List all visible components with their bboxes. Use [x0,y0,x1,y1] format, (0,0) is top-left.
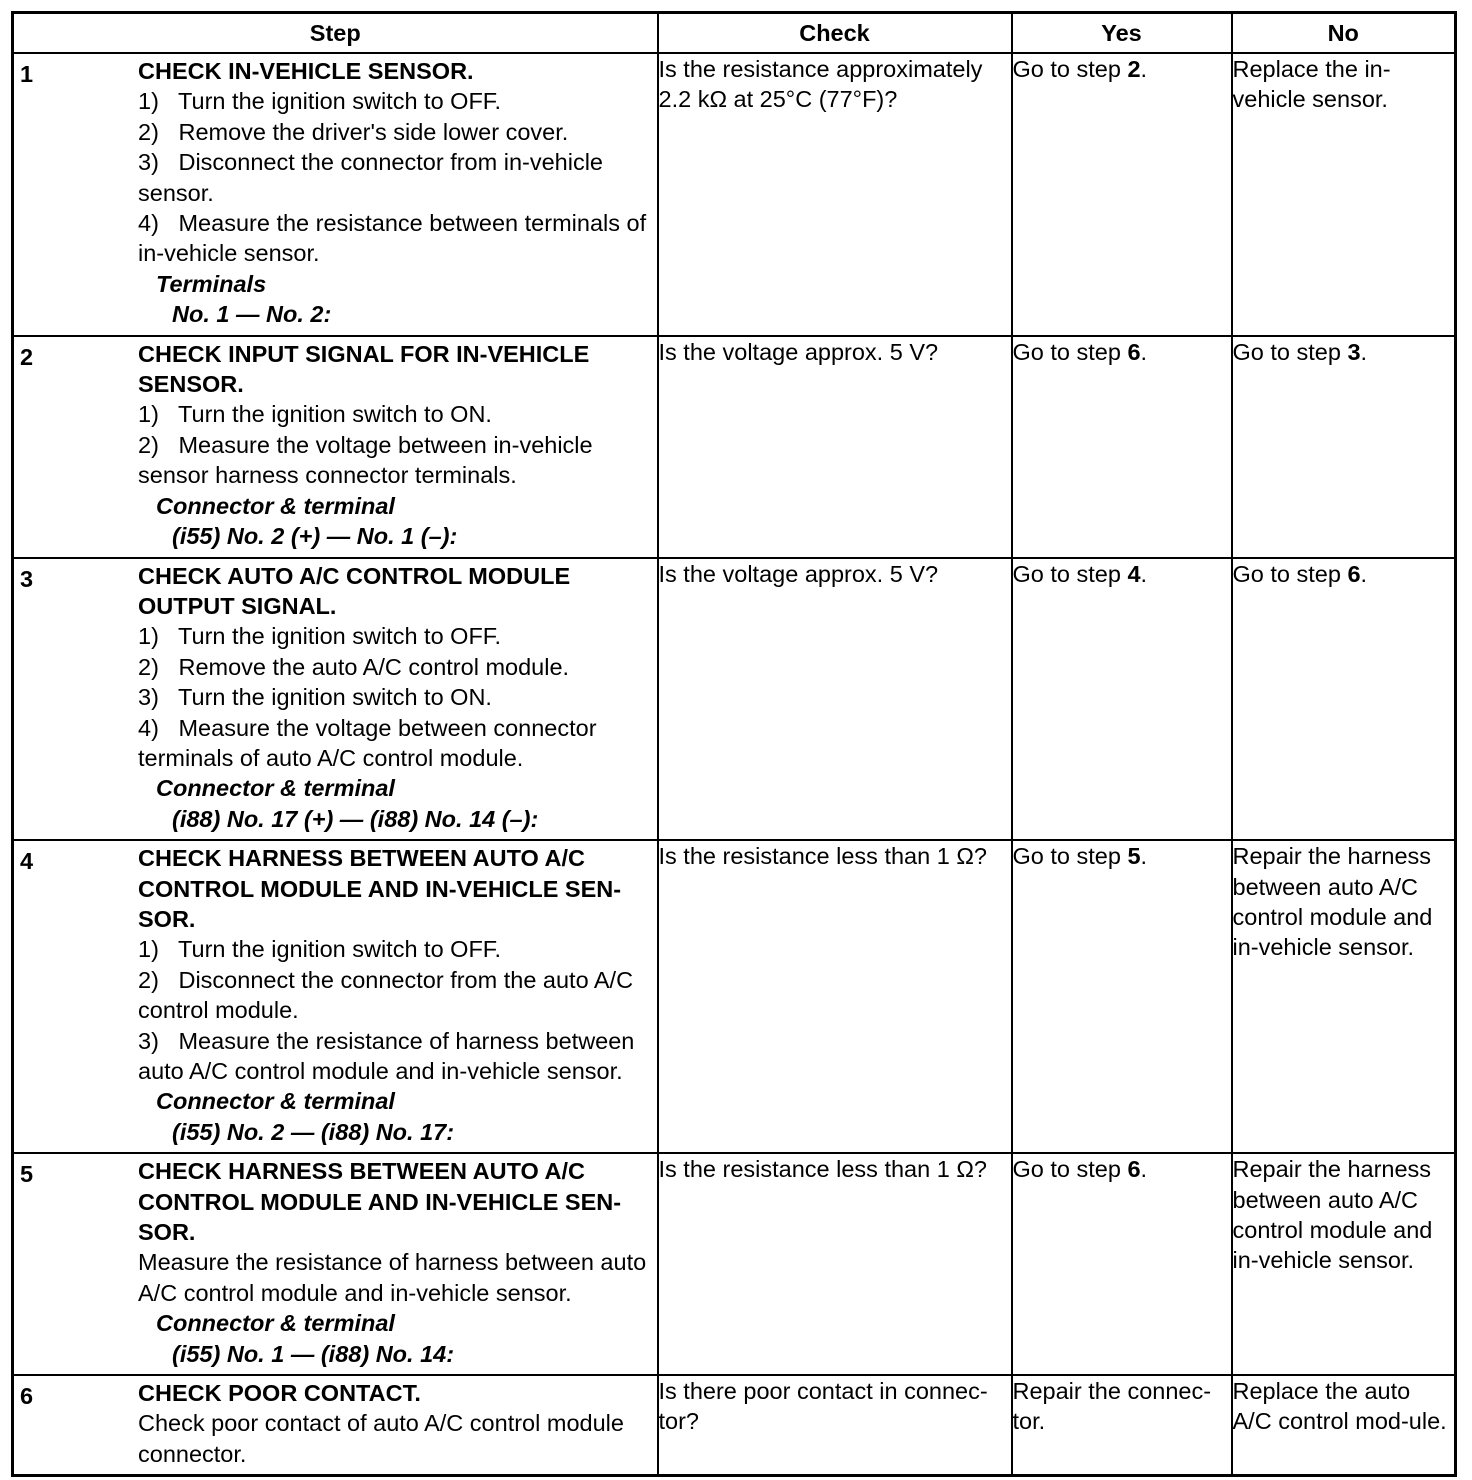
step-instruction: 4) Measure the resistance between terminals of in-vehicle sensor. [138,210,647,267]
yes-text: Repair the connec-tor. [1012,1378,1212,1435]
header-step: Step [13,13,658,54]
step-cell [13,1153,658,1375]
step-instruction: 4) Measure the voltage between connector terminals of auto A/C control module. [138,714,597,771]
yes-text-end: . [1140,560,1148,587]
table-row [13,336,1456,558]
step-cell [13,840,658,1153]
yes-cell [1012,558,1232,841]
step-title: CHECK POOR CONTACT. [138,1380,421,1407]
step-instruction: 3) Turn the ignition switch to ON. [138,684,492,711]
step-instruction: 2) Disconnect the connector from the auto A/C control module. [138,966,634,1024]
step-instruction: 2) Remove the auto A/C control module. [138,653,570,680]
table-row [13,840,1456,1153]
no-text-end: . [1360,338,1368,365]
step-instruction: 1) Turn the ignition switch to OFF. [138,936,502,963]
no-text: Go to step [1232,338,1348,365]
check-cell: Is the voltage approx. 5 V? [658,558,1012,841]
step-cell [13,558,658,841]
step-cell [13,336,658,558]
yes-cell [1012,1375,1232,1476]
spec-value: (i55) No. 2 (+) — No. 1 (–): [172,523,458,550]
table-row [13,1153,1456,1375]
yes-step-number: 4 [1127,560,1141,587]
step-instruction: 1) Turn the ignition switch to ON. [138,401,492,428]
step-number: 4 [20,848,34,875]
yes-text: Go to step [1012,56,1128,82]
step-instruction: Measure the resistance of harness between auto A/C control module and in-vehicle sensor. [138,1249,647,1306]
spec-value: (i55) No. 2 — (i88) No. 17: [172,1118,455,1145]
no-cell [1232,336,1456,558]
yes-cell [1012,53,1232,336]
step-title: CHECK IN-VEHICLE SENSOR. [138,58,474,84]
spec-heading: Connector & terminal [156,492,395,519]
spec-heading: Connector & terminal [156,775,395,802]
no-cell [1232,53,1456,336]
step-instruction: 3) Disconnect the connector from in-vehicle sensor. [138,149,603,206]
check-cell: Is there poor contact in connec-tor? [658,1375,1012,1476]
yes-text-end: . [1140,338,1148,365]
step-number: 2 [20,343,34,370]
step-number: 5 [20,1161,34,1188]
step-instruction: 1) Turn the ignition switch to OFF. [138,88,502,115]
no-text: Go to step [1232,560,1348,587]
spec-value: No. 1 — No. 2: [172,301,332,328]
no-text: Replace the auto A/C control mod-ule. [1232,1378,1447,1435]
step-title: CHECK HARNESS BETWEEN AUTO A/C CONTROL MODULE AND IN-VEHICLE SEN-SOR. [138,845,622,932]
header-check: Check [658,13,1012,54]
yes-text: Go to step [1012,338,1128,365]
no-cell [1232,1153,1456,1375]
check-cell: Is the resistance approximately 2.2 kΩ at 25°C (77°F)? [658,53,1012,336]
table-row [13,1375,1456,1476]
step-instruction: 2) Measure the voltage between in-vehicle sensor harness connector terminals. [138,431,593,489]
check-cell: Is the voltage approx. 5 V? [658,336,1012,558]
diagnostic-table [11,11,1457,1477]
no-text: Repair the harness between auto A/C control module and in-vehicle sensor. [1232,843,1433,961]
spec-heading: Connector & terminal [156,1310,395,1337]
no-cell [1232,558,1456,841]
yes-step-number: 5 [1127,843,1141,870]
no-cell [1232,840,1456,1153]
header-no: No [1232,13,1456,54]
step-title: CHECK AUTO A/C CONTROL MODULE OUTPUT SIGNAL. [138,562,571,619]
spec-value: (i88) No. 17 (+) — (i88) No. 14 (–): [172,805,539,832]
spec-heading: Connector & terminal [156,1088,395,1115]
no-text-end: . [1360,560,1368,587]
header-row [13,13,1456,54]
yes-cell [1012,840,1232,1153]
yes-cell [1012,1153,1232,1375]
no-step-number: 6 [1347,560,1361,587]
yes-text: Go to step [1012,560,1128,587]
no-step-number: 3 [1347,338,1361,365]
step-instruction: 1) Turn the ignition switch to OFF. [138,623,502,650]
yes-step-number: 6 [1127,338,1141,365]
spec-value: (i55) No. 1 — (i88) No. 14: [172,1340,455,1367]
step-title: CHECK HARNESS BETWEEN AUTO A/C CONTROL MODULE AND IN-VEHICLE SEN-SOR. [138,1158,622,1246]
header-yes: Yes [1012,13,1232,54]
step-number: 6 [20,1383,34,1410]
no-text: Repair the harness between auto A/C control module and in-vehicle sensor. [1232,1156,1433,1274]
step-instruction: 3) Measure the resistance of harness between auto A/C control module and in-vehicle sensor. [138,1027,635,1084]
step-title: CHECK INPUT SIGNAL FOR IN-VEHICLE SENSOR. [138,340,590,398]
step-cell [13,1375,658,1476]
yes-text: Go to step [1012,1156,1128,1183]
step-instruction: 2) Remove the driver's side lower cover. [138,118,569,145]
yes-text: Go to step [1012,843,1128,870]
step-cell [13,53,658,336]
table-row [13,53,1456,336]
yes-step-number: 2 [1127,56,1141,82]
step-number: 3 [20,565,34,592]
check-cell: Is the resistance less than 1 Ω? [658,1153,1012,1375]
step-number: 1 [20,61,34,87]
step-instruction: Check poor contact of auto A/C control module connector. [138,1410,624,1467]
check-cell: Is the resistance less than 1 Ω? [658,840,1012,1153]
yes-text-end: . [1140,1156,1148,1183]
spec-heading: Terminals [156,270,267,297]
yes-step-number: 6 [1127,1156,1141,1183]
yes-text-end: . [1140,56,1148,82]
yes-cell [1012,336,1232,558]
table-row [13,558,1456,841]
no-text: Replace the in-vehicle sensor. [1232,56,1391,113]
yes-text-end: . [1140,843,1148,870]
no-cell [1232,1375,1456,1476]
